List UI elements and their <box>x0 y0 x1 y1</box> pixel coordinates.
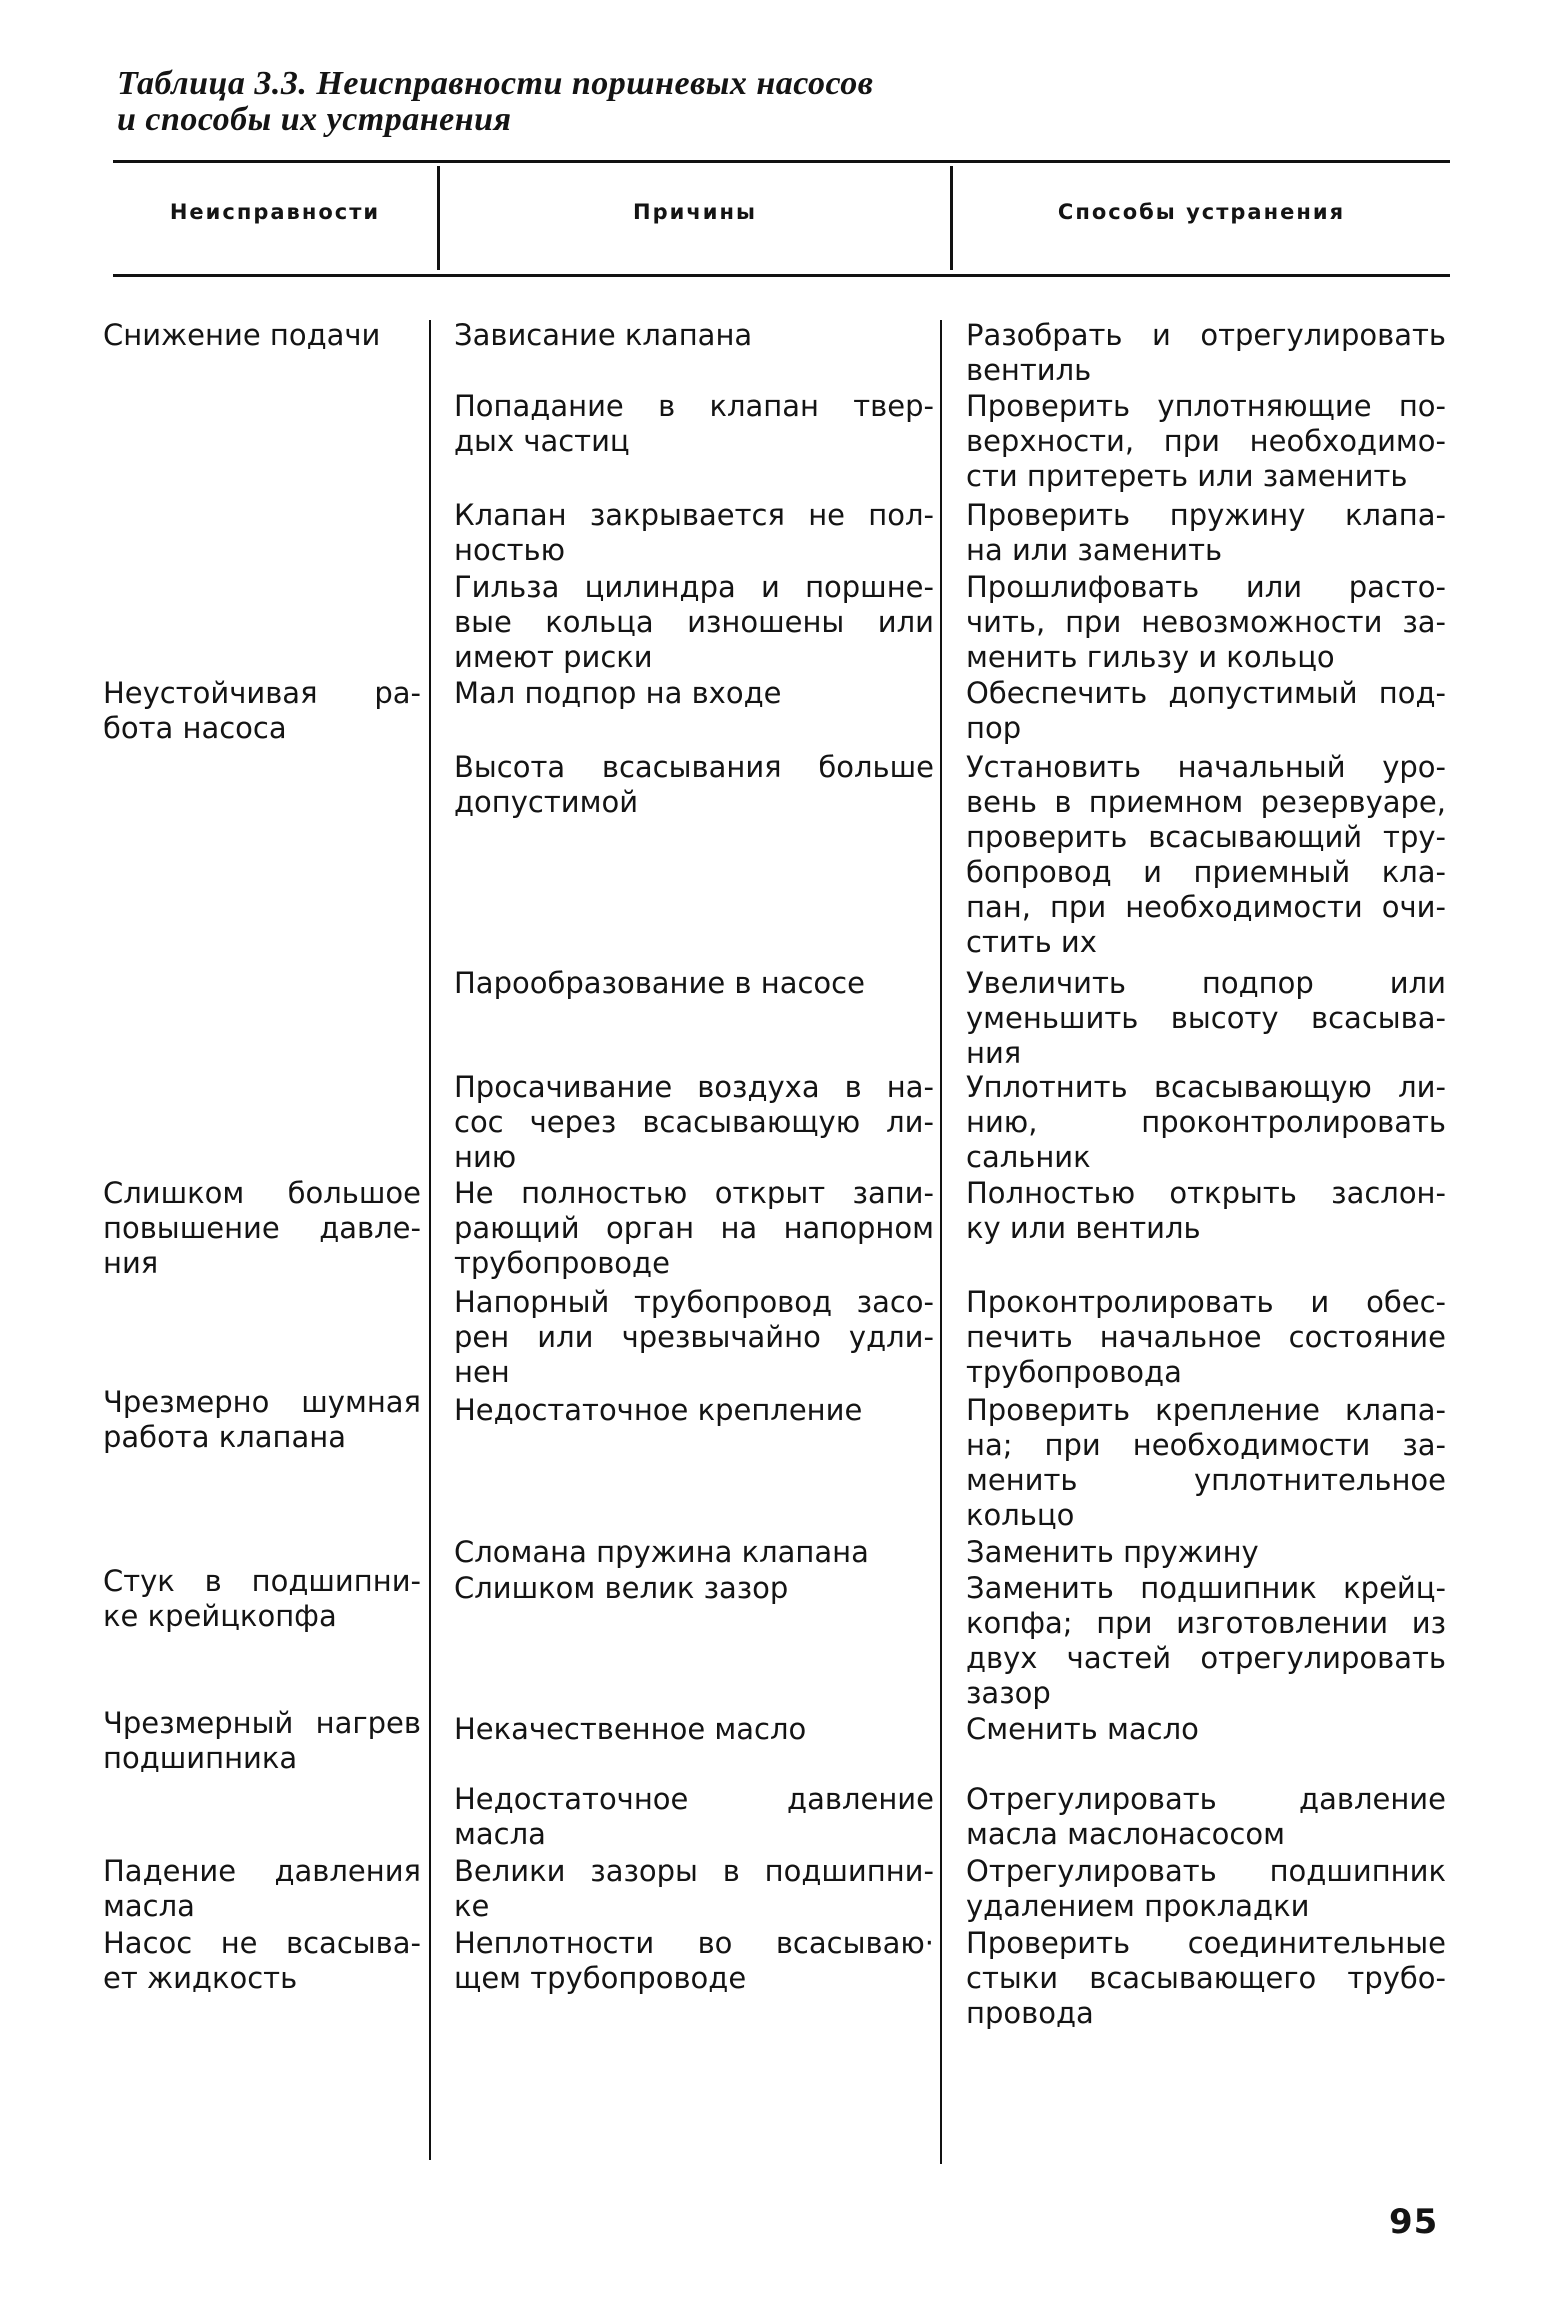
remedy-line: кольцо <box>966 1498 1075 1532</box>
cause-line: Напорный трубопровод засо- <box>454 1285 934 1319</box>
table-title <box>117 66 1017 138</box>
remedy-line: Отрегулировать давление <box>966 1782 1446 1816</box>
cause-line: ностью <box>454 533 566 567</box>
header-faults: Неисправности <box>169 200 381 224</box>
cause-cell <box>454 1070 934 1175</box>
remedy-line: двух частей отрегулировать <box>966 1641 1446 1675</box>
cause-line: ке <box>454 1889 490 1923</box>
remedy-line: Проверить пружину клапа- <box>966 498 1446 532</box>
remedy-cell <box>966 1070 1446 1175</box>
fault-line: Чрезмерно шумная <box>103 1385 421 1419</box>
cause-cell <box>454 570 934 675</box>
cause-line: допустимой <box>454 785 639 819</box>
remedy-cell <box>966 1285 1446 1390</box>
fault-line: ке крейцкопфа <box>103 1599 337 1633</box>
cause-line: Недостаточное крепление <box>454 1393 863 1427</box>
remedy-line: провода <box>966 1996 1094 2030</box>
cause-line: Слишком велик зазор <box>454 1571 789 1605</box>
fault-line: Чрезмерный нагрев <box>103 1706 421 1740</box>
remedy-line: вень в приемном резервуаре, <box>966 785 1446 819</box>
page-number: 95 <box>1389 2202 1439 2242</box>
cause-line: Гильза цилиндра и поршне- <box>454 570 934 604</box>
cause-line: рен или чрезвычайно удли- <box>454 1320 934 1354</box>
remedy-cell <box>966 318 1446 388</box>
fault-cell <box>103 1176 421 1281</box>
cause-line: Попадание в клапан твер- <box>454 389 934 423</box>
header-bottom-rule <box>113 274 1450 277</box>
remedy-line: на или заменить <box>966 533 1223 567</box>
remedy-cell <box>966 570 1446 675</box>
fault-line: Насос не всасыва- <box>103 1926 421 1960</box>
remedy-line: Разобрать и отрегулировать <box>966 318 1446 352</box>
cause-line: Велики зазоры в подшипни- <box>454 1854 934 1888</box>
cause-line: Не полностью открыт запи- <box>454 1176 934 1210</box>
cause-line: дых частиц <box>454 424 630 458</box>
fault-line: бота насоса <box>103 711 287 745</box>
cause-line: Парообразование в насосе <box>454 966 865 1000</box>
remedy-line: стыки всасывающего трубо- <box>966 1961 1446 1995</box>
remedy-cell <box>966 1712 1446 1747</box>
fault-line: работа клапана <box>103 1420 346 1454</box>
remedy-cell <box>966 1854 1446 1924</box>
cause-line: Клапан закрывается не пол- <box>454 498 934 532</box>
cause-line: рающий орган на напорном <box>454 1211 934 1245</box>
remedy-line: Увеличить подпор или <box>966 966 1446 1000</box>
remedy-line: Проверить уплотняющие по- <box>966 389 1446 423</box>
remedy-line: Сменить масло <box>966 1712 1199 1746</box>
fault-line: ния <box>103 1246 159 1280</box>
cause-cell <box>454 1393 934 1428</box>
fault-line: Неустойчивая ра- <box>103 676 421 710</box>
remedy-line: проверить всасывающий тру- <box>966 820 1446 854</box>
remedy-cell <box>966 389 1446 494</box>
remedy-line: масла маслонасосом <box>966 1817 1285 1851</box>
remedy-line: на; при необходимости за- <box>966 1428 1446 1462</box>
cause-cell <box>454 1854 934 1924</box>
remedy-line: чить, при невозможности за- <box>966 605 1446 639</box>
table-title-line-1: Таблица 3.3. Неисправности поршневых насосов <box>117 65 874 102</box>
remedy-cell <box>966 1535 1446 1570</box>
cause-line: вые кольца изношены или <box>454 605 934 639</box>
remedy-line: Обеспечить допустимый под- <box>966 676 1446 710</box>
fault-line: Слишком большое <box>103 1176 421 1210</box>
remedy-line: сти притереть или заменить <box>966 459 1408 493</box>
remedy-line: пан, при необходимости очи- <box>966 890 1446 924</box>
remedy-line: сальник <box>966 1140 1091 1174</box>
cause-line: Некачественное масло <box>454 1712 807 1746</box>
remedy-cell <box>966 1176 1446 1246</box>
fault-line: Снижение подачи <box>103 318 381 352</box>
table-title-line-2: и способы их устранения <box>117 101 512 138</box>
fault-cell <box>103 1926 421 1996</box>
remedy-line: зазор <box>966 1676 1051 1710</box>
cause-cell <box>454 1176 934 1281</box>
remedy-line: трубопровода <box>966 1355 1182 1389</box>
cause-cell <box>454 1782 934 1852</box>
fault-cell <box>103 1385 421 1455</box>
remedy-cell <box>966 1393 1446 1533</box>
cause-cell <box>454 1285 934 1390</box>
remedy-line: пор <box>966 711 1022 745</box>
fault-line: Падение давления <box>103 1854 421 1888</box>
cause-cell <box>454 676 934 711</box>
fault-cell <box>103 1564 421 1634</box>
remedy-cell <box>966 498 1446 568</box>
fault-line: масла <box>103 1889 195 1923</box>
cause-cell <box>454 1926 934 1996</box>
cause-line: трубопроводе <box>454 1246 670 1280</box>
fault-cell <box>103 1706 421 1776</box>
cause-line: Мал подпор на входе <box>454 676 782 710</box>
remedy-line: ку или вентиль <box>966 1211 1201 1245</box>
cause-line: Просачивание воздуха в на- <box>454 1070 934 1104</box>
remedy-line: Проверить соединительные <box>966 1926 1446 1960</box>
header-remedies: Способы устранения <box>1057 200 1346 224</box>
remedy-line: Заменить пружину <box>966 1535 1259 1569</box>
remedy-line: Заменить подшипник крейц- <box>966 1571 1446 1605</box>
fault-cell <box>103 676 421 746</box>
fault-line: ет жидкость <box>103 1961 298 1995</box>
remedy-line: менить гильзу и кольцо <box>966 640 1335 674</box>
column-divider-2-body <box>940 320 942 2164</box>
cause-cell <box>454 1571 934 1606</box>
remedy-line: Проконтролировать и обес- <box>966 1285 1446 1319</box>
cause-cell <box>454 750 934 820</box>
remedy-line: Прошлифовать или расто- <box>966 570 1446 604</box>
cause-line: Сломана пружина клапана <box>454 1535 869 1569</box>
remedy-line: стить их <box>966 925 1097 959</box>
remedy-line: верхности, при необходимо- <box>966 424 1446 458</box>
cause-cell <box>454 318 934 353</box>
fault-cell <box>103 1854 421 1924</box>
table-top-rule <box>113 160 1450 163</box>
fault-line: повышение давле- <box>103 1211 421 1245</box>
remedy-line: Установить начальный уро- <box>966 750 1446 784</box>
remedy-line: вентиль <box>966 353 1092 387</box>
remedy-line: печить начальное состояние <box>966 1320 1446 1354</box>
remedy-cell <box>966 966 1446 1071</box>
cause-cell <box>454 498 934 568</box>
cause-line: Недостаточное давление <box>454 1782 934 1816</box>
remedy-line: бопровод и приемный кла- <box>966 855 1446 889</box>
cause-cell <box>454 1712 934 1747</box>
remedy-cell <box>966 676 1446 746</box>
column-divider-1-body <box>429 320 431 2160</box>
cause-line: Высота всасывания больше <box>454 750 934 784</box>
remedy-line: ния <box>966 1036 1022 1070</box>
cause-line: нен <box>454 1355 510 1389</box>
remedy-line: уменьшить высоту всасыва- <box>966 1001 1446 1035</box>
cause-line: сос через всасывающую ли- <box>454 1105 934 1139</box>
fault-cell <box>103 318 421 353</box>
remedy-line: удалением прокладки <box>966 1889 1310 1923</box>
remedy-cell <box>966 1782 1446 1852</box>
remedy-line: копфа; при изготовлении из <box>966 1606 1446 1640</box>
header-causes: Причины <box>633 200 757 224</box>
remedy-cell <box>966 1571 1446 1711</box>
remedy-line: Уплотнить всасывающую ли- <box>966 1070 1446 1104</box>
remedy-line: Отрегулировать подшипник <box>966 1854 1446 1888</box>
remedy-line: менить уплотнительное <box>966 1463 1446 1497</box>
cause-line: масла <box>454 1817 546 1851</box>
cause-line: щем трубопроводе <box>454 1961 747 1995</box>
remedy-line: Полностью открыть заслон- <box>966 1176 1446 1210</box>
fault-line: Стук в подшипни- <box>103 1564 421 1598</box>
remedy-line: нию, проконтролировать <box>966 1105 1446 1139</box>
remedy-cell <box>966 1926 1446 2031</box>
cause-cell <box>454 1535 934 1570</box>
cause-line: Неплотности во всасываю· <box>454 1926 934 1960</box>
cause-line: Зависание клапана <box>454 318 753 352</box>
cause-cell <box>454 966 934 1001</box>
remedy-line: Проверить крепление клапа- <box>966 1393 1446 1427</box>
fault-line: подшипника <box>103 1741 298 1775</box>
cause-cell <box>454 389 934 459</box>
remedy-cell <box>966 750 1446 960</box>
cause-line: нию <box>454 1140 517 1174</box>
cause-line: имеют риски <box>454 640 653 674</box>
